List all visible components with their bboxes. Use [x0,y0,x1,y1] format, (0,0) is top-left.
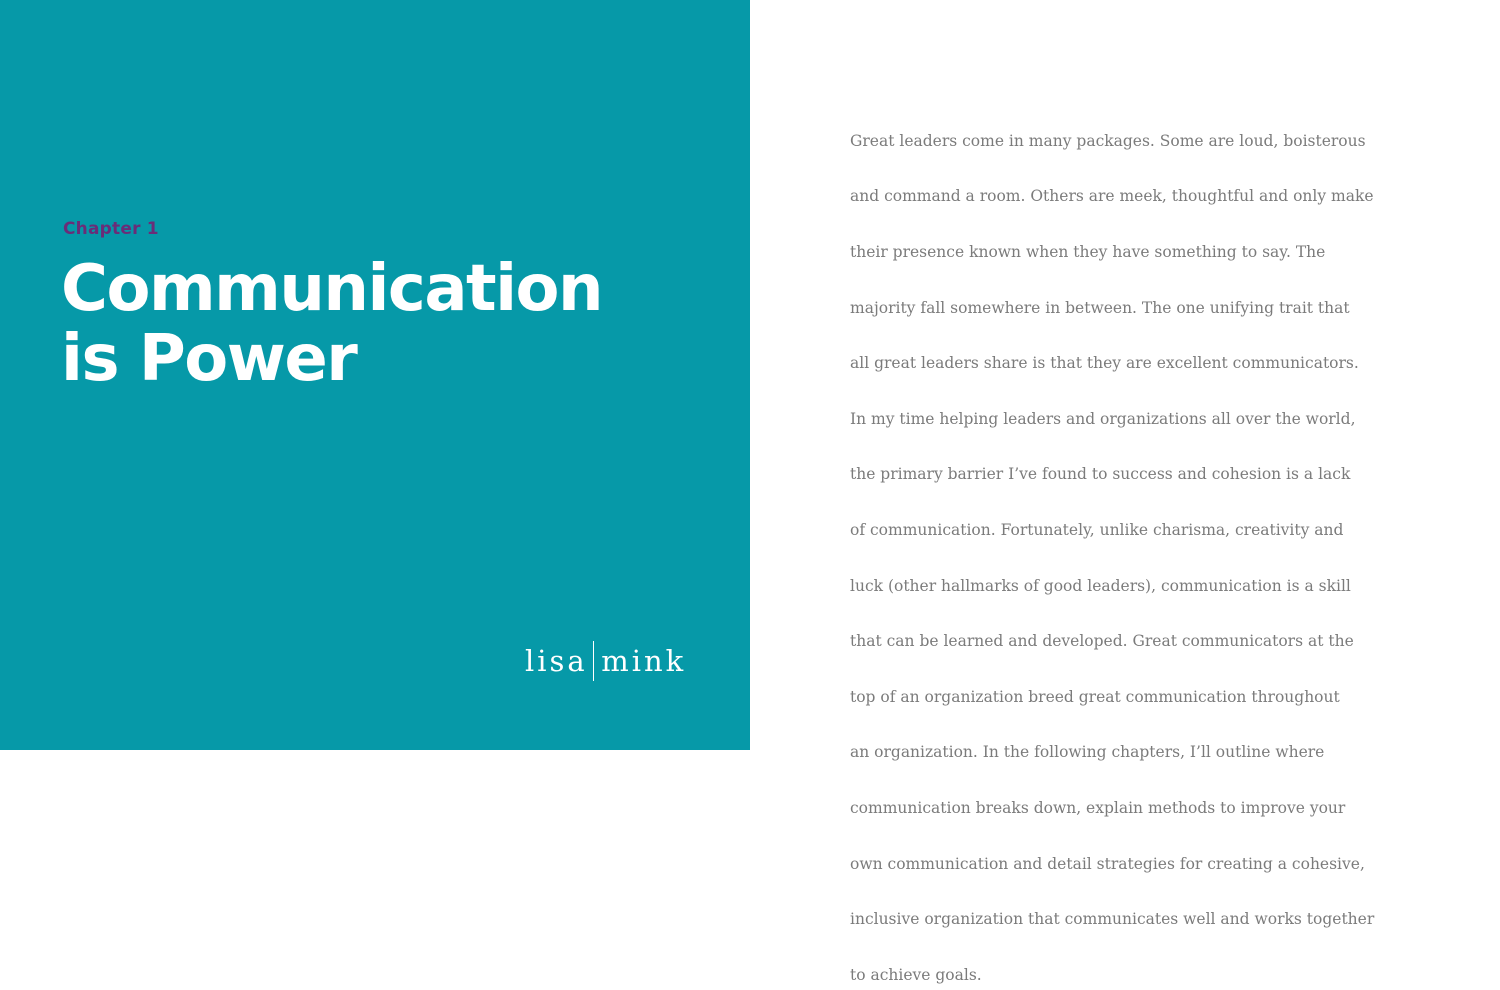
body-line: an organization. In the following chapters, I’ll outline where [850,743,1325,762]
body-line: majority fall somewhere in between. The one unifying trait that [850,298,1350,317]
body-line: all great leaders share is that they are excellent communicators. [850,354,1359,373]
body-line: that can be learned and developed. Great communicators at the [850,632,1354,651]
chapter-label: Chapter 1 [63,219,159,239]
chapter-title-line-1: Communication [61,252,603,326]
body-line: of communication. Fortunately, unlike charisma, creativity and [850,520,1344,539]
body-line: Great leaders come in many packages. Some are loud, boisterous [850,131,1366,150]
body-line: to achieve goals. [850,965,982,984]
body-paragraph [850,100,1410,990]
logo-text-mink: mink [601,644,687,678]
body-line: top of an organization breed great communication throughout [850,687,1340,706]
body-line: and command a room. Others are meek, thoughtful and only make [850,187,1374,206]
chapter-title [61,254,661,394]
body-line: communication breaks down, explain methods to improve your [850,798,1346,817]
body-line: luck (other hallmarks of good leaders), communication is a skill [850,576,1351,595]
chapter-title-line-2: is Power [61,322,357,396]
left-page [0,0,750,750]
body-line: In my time helping leaders and organizations all over the world, [850,409,1356,428]
body-line: inclusive organization that communicates well and works together [850,910,1375,929]
body-line: own communication and detail strategies for creating a cohesive, [850,854,1365,873]
logo-text-lisa: lisa [525,644,588,678]
body-line: the primary barrier I’ve found to success and cohesion is a lack [850,465,1351,484]
lisa-mink-logo [525,640,686,682]
body-line: their presence known when they have something to say. The [850,242,1326,261]
logo-divider [593,641,595,681]
